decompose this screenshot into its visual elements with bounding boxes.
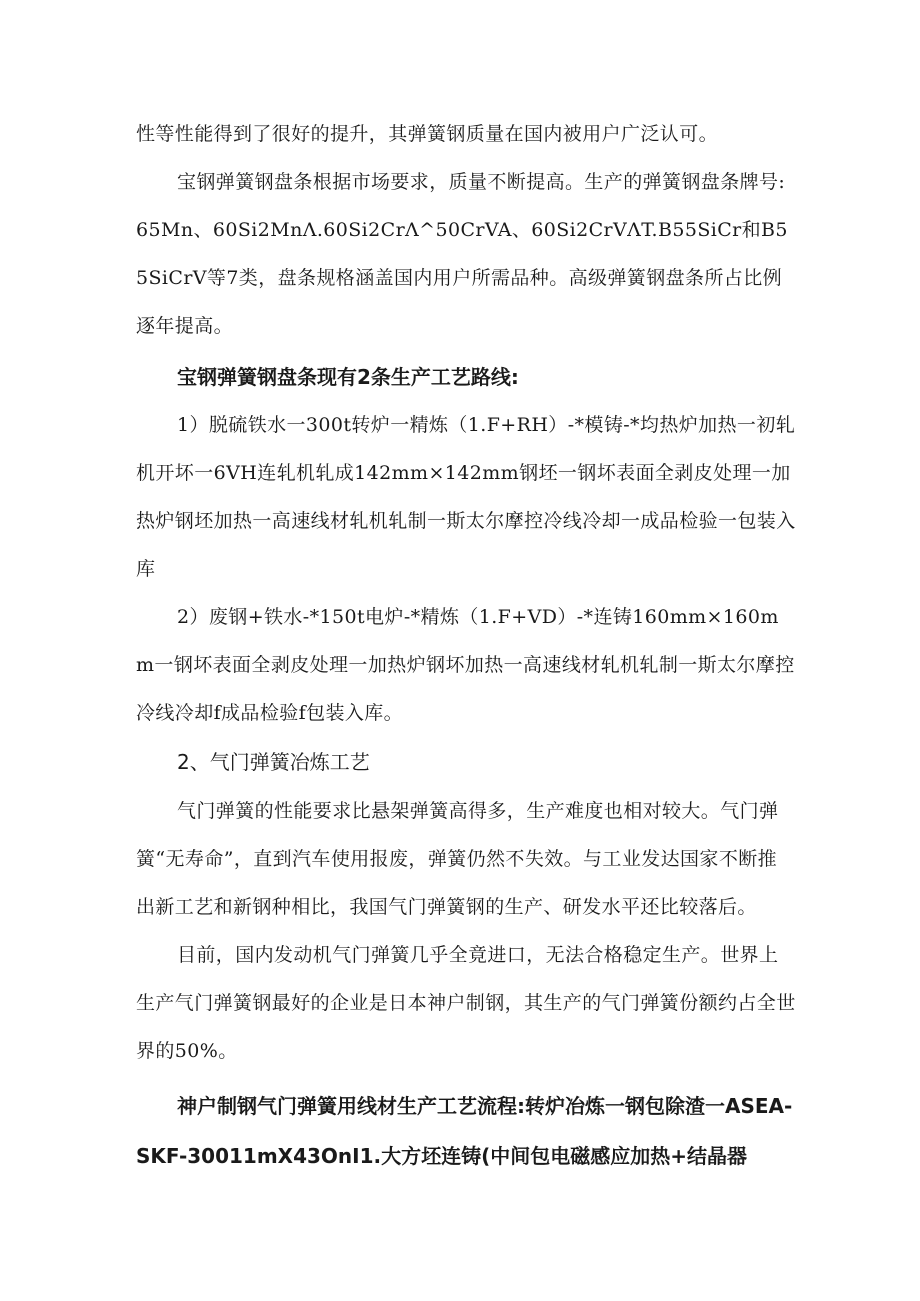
- section-title-valve-spring: 2、气门弹簧冶炼工艺: [177, 750, 370, 774]
- paragraph-valve-spring-import: 目前，国内发动机气门弹簧几乎全竟进口，无法合格稳定生产。世界上生产气门弹簧钢最好的企业是日本神户制钢，其生产的气门弹簧份额约占全世界的50%。: [136, 944, 796, 1062]
- paragraph-route-2: 2）废钢+铁水-*150t电炉-*精炼（1.F+VD）-*连铸160mm×160mm一钢坏表面全剥皮处理一加热炉钢坏加热一高速线材轧机轧制一斯太尔摩控冷线冷却f成品检验f包装入库。: [136, 606, 795, 724]
- paragraph-valve-spring-requirements: 气门弹簧的性能要求比悬架弹簧高得多，生产难度也相对较大。气门弹簧“无寿命”，直到汽车使用报废，弹簧仍然不失效。与工业发达国家不断推出新工艺和新钢种相比，我国气门弹簧钢的生产、研发水平还比较落后。: [136, 800, 779, 918]
- heading-process-routes: 宝钢弹簧钢盘条现有2条生产工艺路线:: [177, 365, 519, 389]
- paragraph-baosteel-spring-steel: 宝钢弹簧钢盘条根据市场要求，质量不断提高。生产的弹簧钢盘条牌号:65Mn、60Si2MnΛ.60Si2CrΛ^50CrVA、60Si2CrVΛT.B55SiCr和B55SiCrV等7类，盘条规格涵盖国内用户所需品种。高级弹簧钢盘条所占比例逐年提高。: [136, 171, 788, 337]
- paragraph-route-1: 1）脱硫铁水一300t转炉一精炼（1.F+RH）-*模铸-*均热炉加热一初轧机开坏一6VH连轧机轧成142mm×142mm钢坯一钢坏表面全剥皮处理一加热炉钢坯加热一高速线材轧机轧制一斯太尔摩控冷线冷却一成品检验一包装入库: [136, 414, 796, 580]
- document-body: [136, 110, 796, 1181]
- heading-kobe-steel-process: 神户制钢气门弹簧用线材生产工艺流程:转炉冶炼一钢包除渣一ASEA-SKF-30011mX43OnI1.大方坯连铸(中间包电磁感应加热+结晶器: [136, 1094, 793, 1168]
- paragraph-continuation: 性等性能得到了很好的提升，其弹簧钢质量在国内被用户广泛认可。: [136, 123, 719, 145]
